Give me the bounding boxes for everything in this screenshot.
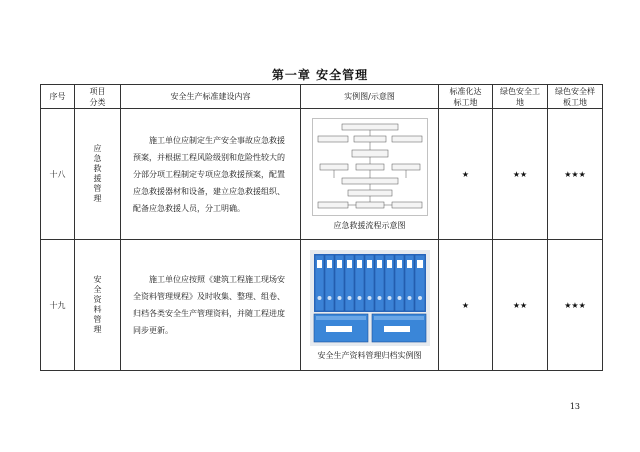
row-category: 安全资料管理 — [75, 240, 121, 371]
row-category: 应急救援管理 — [75, 109, 121, 240]
rating-level2: ★★ — [493, 240, 548, 371]
header-seq: 序号 — [41, 85, 75, 109]
rating-level1: ★ — [439, 240, 493, 371]
rating-level3: ★★★ — [548, 109, 603, 240]
row-seq: 十九 — [41, 240, 75, 371]
chapter-title: 第一章 安全管理 — [271, 68, 369, 82]
header-content: 安全生产标准建设内容 — [121, 85, 301, 109]
table-row — [41, 240, 603, 371]
rating-level2: ★★ — [493, 109, 548, 240]
row-content: 施工单位应按照《建筑工程施工现场安全资料管理规程》及时收集、整理、组卷、归档各类安全生产管理资料，并随工程进度同步更新。 — [121, 240, 301, 371]
header-example: 实例图/示意图 — [301, 85, 439, 109]
row-example — [301, 109, 439, 240]
header-level2: 绿色安全工地 — [493, 85, 548, 109]
figure-caption: 应急救援流程示意图 — [333, 220, 406, 230]
header-category: 项目分类 — [75, 85, 121, 109]
row-seq: 十八 — [41, 109, 75, 240]
rating-level3: ★★★ — [548, 240, 603, 371]
header-level3: 绿色安全样板工地 — [548, 85, 603, 109]
standards-table — [40, 84, 603, 371]
binders-photo — [310, 250, 430, 346]
table-header-row — [41, 85, 603, 109]
page-number: 13 — [569, 402, 580, 411]
rating-level1: ★ — [439, 109, 493, 240]
row-content: 施工单位应制定生产安全事故应急救援预案，并根据工程风险级别和危险性较大的分部分项工程制定专项应急救援预案，配置应急救援器材和设备，建立应急救援组织、配备应急救援人员，分工明确。 — [121, 109, 301, 240]
figure-caption: 安全生产资料管理归档实例图 — [317, 350, 422, 360]
header-level1: 标准化达标工地 — [439, 85, 493, 109]
table-row — [41, 109, 603, 240]
row-example — [301, 240, 439, 371]
flowchart-illustration — [312, 118, 428, 216]
